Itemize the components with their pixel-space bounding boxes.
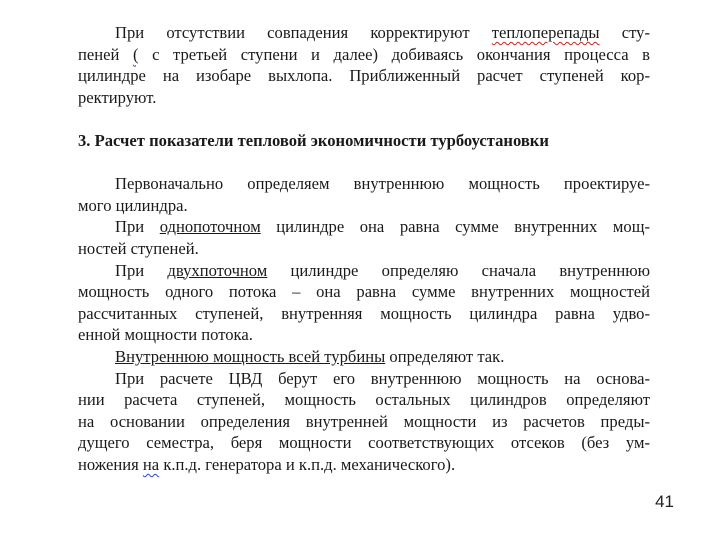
text-line: нии расчета ступеней, мощность остальных цилиндров определяют <box>78 390 650 410</box>
text-line: мого цилиндра. <box>78 195 188 215</box>
text-line: ректируют. <box>78 87 157 107</box>
text-line: ностей ступеней. <box>78 238 199 258</box>
text-line: Первоначально определяем внутреннюю мощность проектируе- <box>115 174 650 194</box>
text-line: При двухпоточном цилиндре определяю сначала внутреннюю <box>115 260 650 280</box>
text-line: енной мощности потока. <box>78 325 253 345</box>
blank-line <box>78 152 650 174</box>
grammar-mark: на <box>142 454 160 474</box>
text-line: Внутреннюю мощность всей турбины определяют так. <box>115 346 505 366</box>
text-line: При отсутствии совпадения корректируют теплоперепады сту- <box>115 23 651 42</box>
paragraph-correction <box>78 22 650 108</box>
text-line: дущего семестра, беря мощности соответствующих отсеков (без ум- <box>78 433 650 453</box>
paragraph-hp-cylinder <box>78 368 650 476</box>
text-line: на основании определения внутренней мощности из расчетов преды- <box>78 411 650 431</box>
grammar-mark: ( <box>132 44 139 64</box>
page-number: 41 <box>655 492 674 511</box>
text-line: цилиндре на изобаре выхлопа. Приближенный расчет ступеней кор- <box>78 66 650 86</box>
underlined-term: однопоточном <box>159 217 261 237</box>
text-line: мощность одного потока – она равна сумме внутренних мощностей <box>78 282 650 302</box>
underlined-term: двухпоточном <box>167 260 268 280</box>
blank-line <box>78 108 650 130</box>
section-heading: 3. Расчет показатели тепловой экономичности турбоустановки <box>78 130 549 150</box>
spellcheck-word: теплоперепады <box>491 23 600 42</box>
text-line: ножения на к.п.д. генератора и к.п.д. механического). <box>78 454 456 474</box>
paragraph-turbine-power <box>78 346 650 368</box>
paragraph-double-flow <box>78 260 650 346</box>
text-line: рассчитанных ступеней, внутренняя мощность цилиндра равна удво- <box>78 303 650 323</box>
underlined-term: Внутреннюю мощность всей турбины <box>115 346 386 366</box>
text-line: При однопоточном цилиндре она равна сумме внутренних мощ- <box>115 217 650 237</box>
text-line: При расчете ЦВД берут его внутреннюю мощность на основа- <box>115 368 650 388</box>
text-line: пеней ( с третьей ступени и далее) добиваясь окончания процесса в <box>78 44 650 64</box>
paragraph-initial <box>78 173 650 216</box>
document-body <box>78 22 650 475</box>
paragraph-single-flow <box>78 216 650 259</box>
